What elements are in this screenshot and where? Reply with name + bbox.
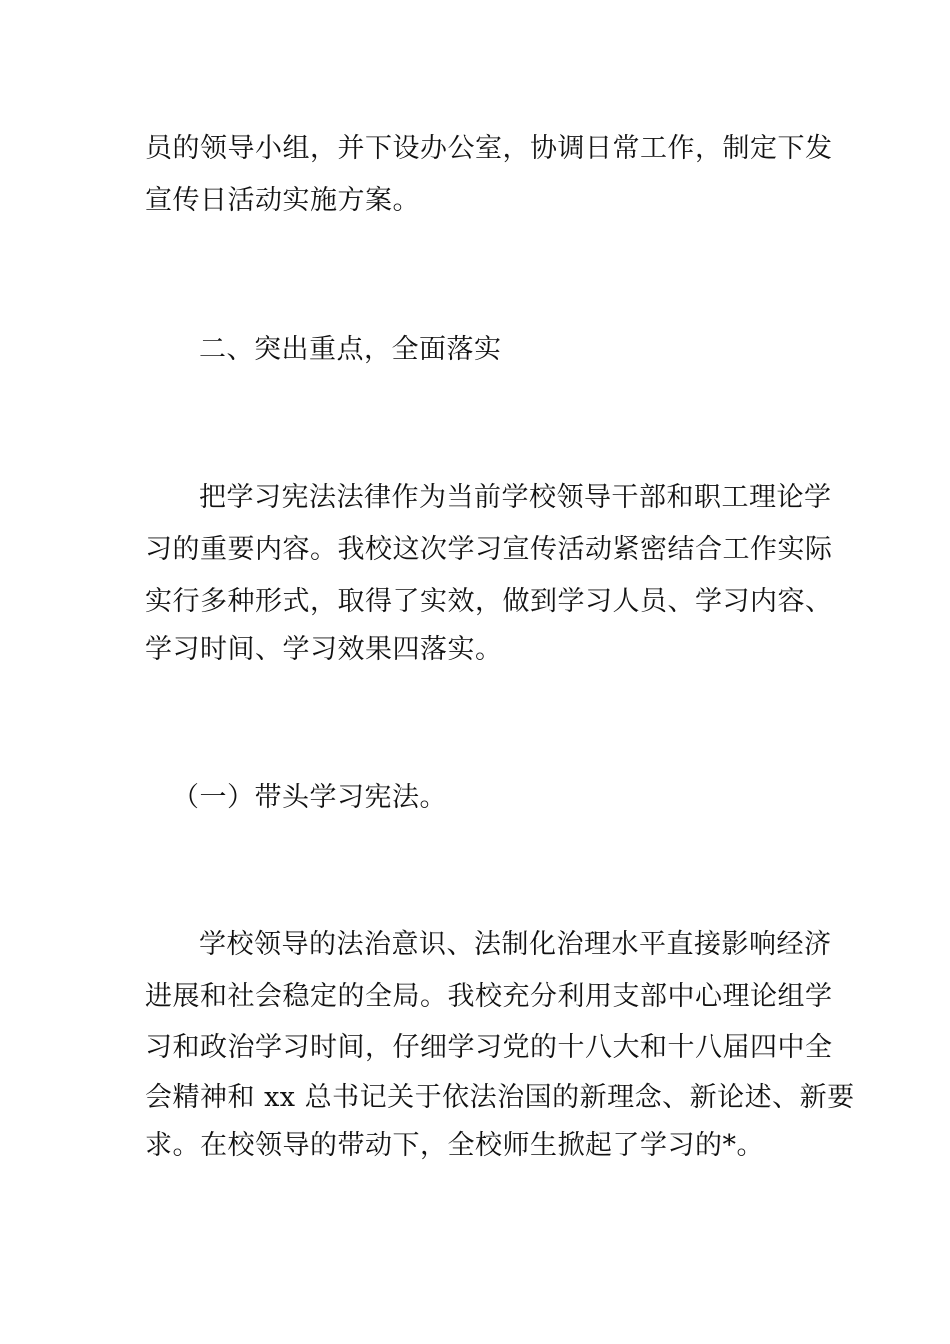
paragraph-3-line-5: 求。在校领导的带动下，全校师生掀起了学习的*。 <box>145 1130 764 1161</box>
paragraph-3-line-2: 进展和社会稳定的全局。我校充分利用支部中心理论组学 <box>145 981 833 1012</box>
paragraph-2-line-2: 习的重要内容。我校这次学习宣传活动紧密结合工作实际 <box>145 534 833 565</box>
paragraph-2-line-3: 实行多种形式，取得了实效，做到学习人员、学习内容、 <box>145 586 833 617</box>
paragraph-3-line-1: 学校领导的法治意识、法制化治理水平直接影响经济 <box>199 929 832 960</box>
paragraph-3-line-3: 习和政治学习时间，仔细学习党的十八大和十八届四中全 <box>145 1032 833 1063</box>
paragraph-2-line-1: 把学习宪法法律作为当前学校领导干部和职工理论学 <box>199 482 832 513</box>
section-heading-2: 二、突出重点，全面落实 <box>199 334 502 365</box>
paragraph-1-line-1: 员的领导小组，并下设办公室，协调日常工作，制定下发 <box>145 133 833 164</box>
subheading-1: （一）带头学习宪法。 <box>172 782 447 813</box>
paragraph-2-line-4: 学习时间、学习效果四落实。 <box>145 634 503 665</box>
paragraph-1-line-2: 宣传日活动实施方案。 <box>145 185 420 216</box>
paragraph-3-line-4: 会精神和 xx 总书记关于依法治国的新理念、新论述、新要 <box>145 1082 855 1113</box>
